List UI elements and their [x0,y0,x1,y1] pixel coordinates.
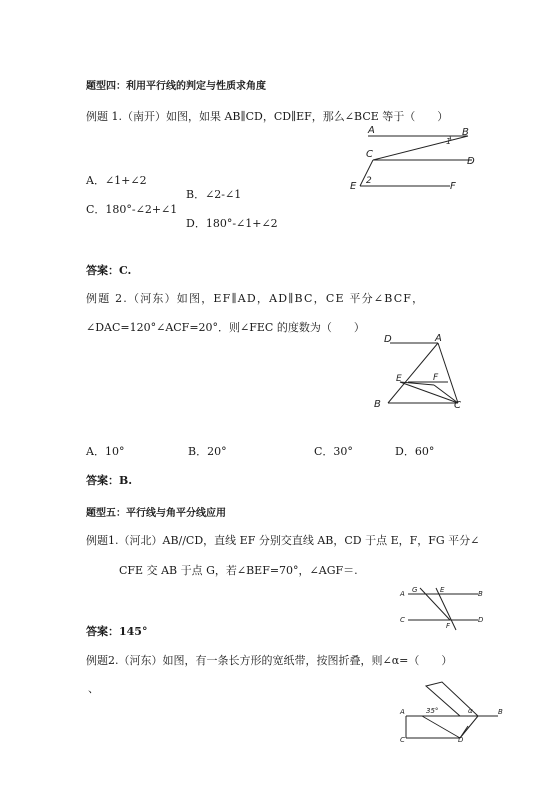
fig41-label-F: F [450,181,456,192]
question-4-2-stem-line2: ∠DAC=120°∠ACF=20°．则∠FEC 的度数为（ ） [86,321,365,334]
stray-mark: 、 [88,682,99,695]
question-4-1-stem: 例题 1.（南开）如图，如果 AB∥CD，CD∥EF，那么∠BCE 等于（ ） [86,110,449,123]
fig41-label-two: 2 [366,176,372,186]
option-4-2-b: B．20° [188,445,227,458]
fig51-label-C: C [400,616,405,624]
fig41-label-C: C [366,149,373,160]
answer-4-1: 答案：C. [86,264,132,277]
answer-4-2: 答案：B. [86,474,133,487]
answer-5-1: 答案：145° [86,625,148,638]
fig42-label-A: A [435,333,442,344]
option-4-1-d: D．180°-∠1+∠2 [186,217,278,230]
section-heading-5: 题型五：平行线与角平分线应用 [86,508,226,519]
fig41-label-E: E [350,181,357,192]
fig52-label-C: C [400,736,405,744]
option-4-1-a: A．∠1+∠2 [86,174,147,187]
option-4-2-d: D．60° [395,445,435,458]
question-4-2-stem-line1: 例题 2.（河东）如图，EF∥AD，AD∥BC，CE 平分∠BCF， [86,292,425,305]
fig51-label-G: G [412,586,418,594]
fig42-label-B: B [374,399,381,410]
fig51-label-D: D [478,616,484,624]
section-heading-4: 题型四：利用平行线的判定与性质求角度 [86,81,266,92]
fig52-label-B: B [498,708,503,716]
option-4-1-c: C．180°-∠2+∠1 [86,203,178,216]
option-4-2-a: A．10° [86,445,125,458]
fig52-label-alpha: α [468,707,473,715]
question-5-2-stem: 例题2.（河东）如图，有一条长方形的宽纸带，按图折叠，则∠α=（ ） [86,654,453,667]
fig52-label-angle: 35° [426,707,439,715]
fig52-label-D: D [458,736,464,744]
fig42-label-E: E [396,374,402,384]
figure-4-1 [340,124,490,194]
fig51-label-A: A [400,590,405,598]
question-5-1-stem-line1: 例题1.（河北）AB//CD，直线 EF 分别交直线 AB，CD 于点 E，F，FG 平分∠ [86,534,480,547]
fig42-label-D: D [384,334,392,345]
figure-5-1 [398,584,488,634]
fig41-label-D: D [467,156,475,167]
option-4-1-b: B．∠2-∠1 [186,188,242,201]
figure-4-2 [370,335,480,410]
fig52-label-A: A [400,708,405,716]
fig51-label-B: B [478,590,483,598]
fig41-label-B: B [462,127,469,138]
figure-5-2 [398,682,508,742]
fig51-label-F: F [446,622,451,630]
option-4-2-c: C．30° [314,445,353,458]
question-5-1-stem-line2: CFE 交 AB 于点 G，若∠BEF=70°，∠AGF＝. [119,564,358,577]
fig42-label-C: C [454,400,461,411]
fig51-label-E: E [440,586,445,594]
fig41-label-one: 1 [446,137,452,146]
fig41-label-A: A [368,125,375,136]
fig42-label-F: F [433,373,439,383]
